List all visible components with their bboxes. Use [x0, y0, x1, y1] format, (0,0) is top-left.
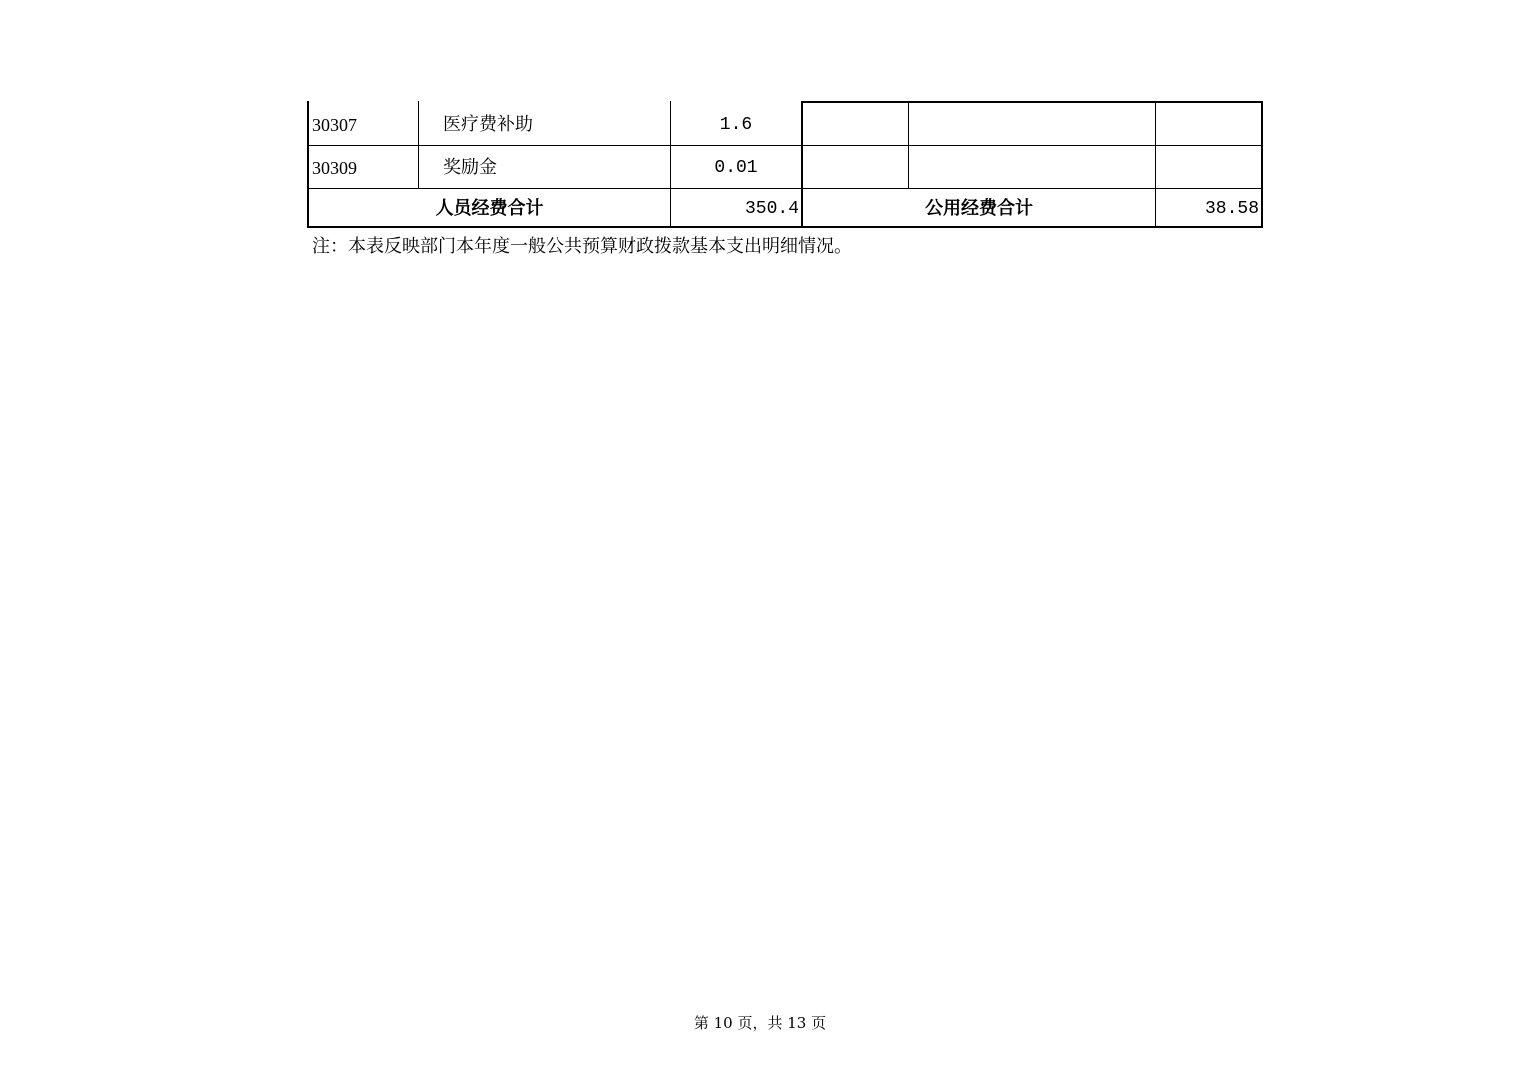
table-border-right	[1261, 101, 1263, 228]
table-col-divider	[418, 101, 419, 189]
row-name: 奖励金	[443, 157, 497, 178]
table-row-divider	[308, 188, 1262, 189]
row-amount: 1.6	[719, 115, 753, 135]
public-total-value: 38.58	[1204, 199, 1259, 219]
row-code: 30307	[312, 115, 357, 135]
row-name: 医疗费补助	[443, 114, 533, 135]
table-border-bottom	[308, 226, 1262, 228]
personnel-total-label: 人员经费合计	[435, 198, 544, 219]
table-row-divider	[308, 145, 1262, 146]
personnel-total-value: 350.4	[744, 199, 799, 219]
table-col-divider	[908, 101, 909, 189]
row-code: 30309	[312, 158, 357, 178]
row-amount: 0.01	[714, 158, 758, 178]
page-footer: 第 10 页，共 13 页	[693, 1014, 827, 1032]
table-note: 注：本表反映部门本年度一般公共预算财政拨款基本支出明细情况。	[312, 236, 852, 257]
table-border-top-right	[802, 101, 1262, 103]
public-total-label: 公用经费合计	[925, 198, 1033, 219]
